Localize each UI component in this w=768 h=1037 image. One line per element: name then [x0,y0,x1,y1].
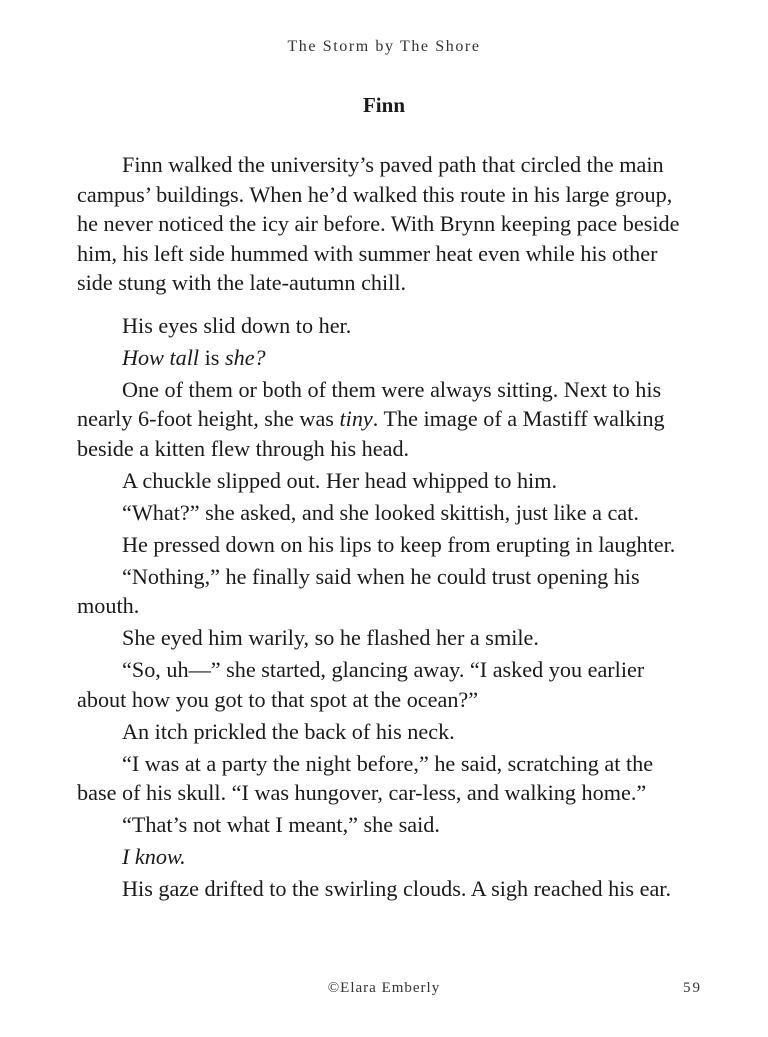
body-text [77,150,692,904]
paragraph-3 [77,343,692,373]
paragraph-10: “So, uh—” she started, glancing away. “I asked you earlier about how you got to that spot at the ocean?” [77,657,645,712]
chapter-title: Finn [362,93,406,117]
paragraph-15: His gaze drifted to the swirling clouds. A sigh reached his ear. [122,876,672,901]
paragraph-13: “That’s not what I meant,” she said. [122,812,440,837]
paragraph-4 [77,375,692,464]
paragraph-4-before: One of them or both of them were always sitting. Next to his nearly 6-foot height, she was [77,376,662,431]
paragraph-14-italic: I know. [122,844,186,869]
paragraph-4-after: . The image of a Mastiff walking beside a kitten flew through his head. [77,406,665,461]
paragraph-7: He pressed down on his lips to keep from erupting in laughter. [122,531,676,557]
paragraph-3-italic-2: she? [224,344,266,370]
paragraph-1: Finn walked the university’s paved path that circled the main campus’ buildings. When he’d walked this route in his large group, he never noticed the icy air before. With Brynn keeping pace beside him, his left side hummed with summer heat even while his other side stung with the late-autumn chill. [77,152,680,295]
paragraph-2: His eyes slid down to her. [122,312,352,338]
paragraph-3-italic-1: How tall [122,344,200,370]
paragraph-12: “I was at a party the night before,” he said, scratching at the base of his skull. “I was hungover, car-less, and walking home.” [77,750,654,805]
paragraph-6: “What?” she asked, and she looked skittish, just like a cat. [122,499,639,525]
paragraph-3-plain: is [199,344,225,370]
paragraph-5: A chuckle slipped out. Her head whipped to him. [122,467,558,493]
paragraph-11: An itch prickled the back of his neck. [122,718,455,744]
paragraph-9: She eyed him warily, so he flashed her a smile. [122,625,539,650]
paragraph-14 [77,842,692,872]
copyright-notice: ©Elara Emberly [327,980,441,996]
page-number: 59 [683,980,702,996]
paragraph-4-italic: tiny [339,406,373,431]
paragraph-8: “Nothing,” he finally said when he could trust opening his mouth. [77,563,640,618]
running-title: The Storm by The Shore [287,38,481,55]
